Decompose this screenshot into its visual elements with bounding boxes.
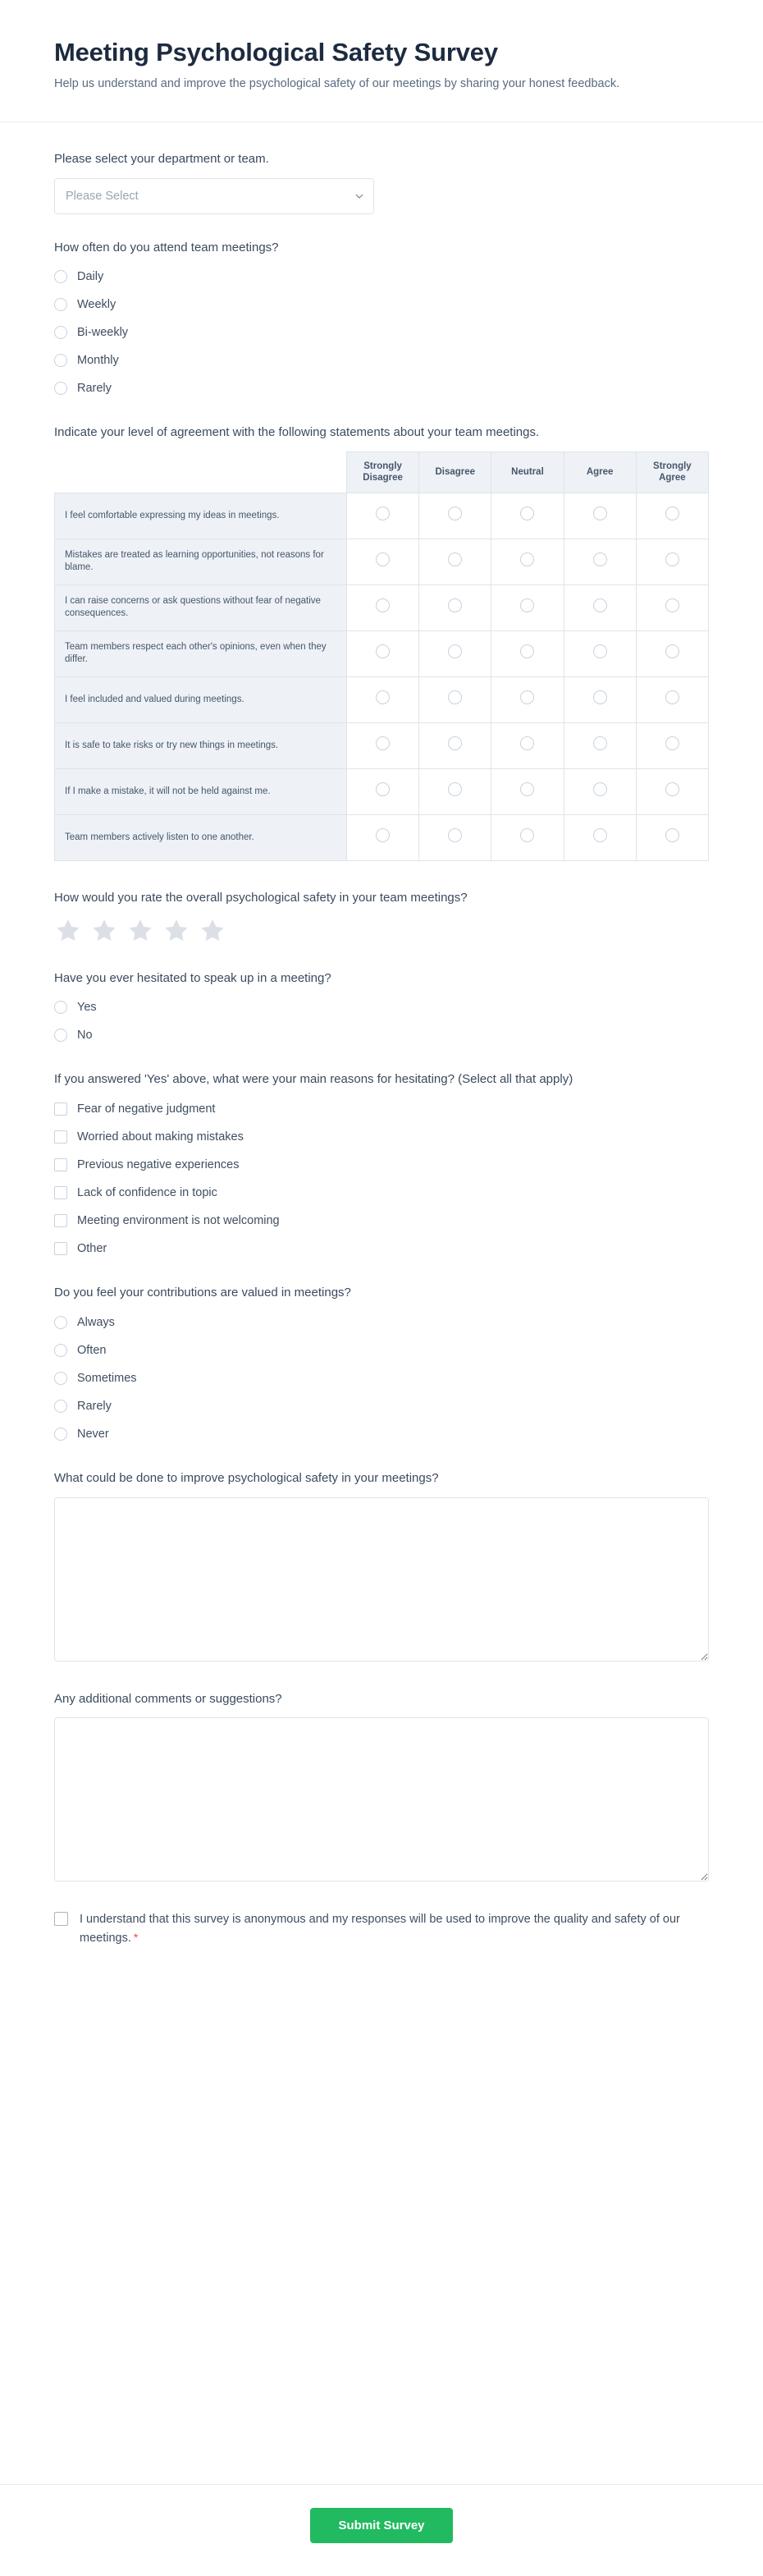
form-description: Help us understand and improve the psychological safety of our meetings by sharing your honest feedback.	[54, 77, 620, 90]
radio-icon[interactable]	[376, 736, 390, 750]
matrix-cell[interactable]	[564, 630, 636, 676]
checkbox-option[interactable]	[54, 1238, 709, 1259]
checkbox-icon[interactable]	[54, 1186, 67, 1199]
matrix-cell[interactable]	[347, 630, 419, 676]
matrix-cell[interactable]	[636, 722, 708, 768]
matrix-cell[interactable]	[419, 768, 491, 814]
department-select-wrapper	[54, 178, 374, 214]
radio-icon[interactable]	[593, 598, 607, 612]
table-row	[55, 722, 709, 768]
radio-icon[interactable]	[376, 552, 390, 566]
radio-label: Rarely	[77, 382, 112, 396]
reasons-options	[54, 1098, 709, 1259]
matrix-cell[interactable]	[636, 584, 708, 630]
star-icon[interactable]	[126, 917, 154, 945]
matrix-row-label: Team members actively listen to one another.	[55, 814, 347, 860]
matrix-cell[interactable]	[636, 676, 708, 722]
radio-label: Bi-weekly	[77, 326, 129, 340]
table-row	[55, 814, 709, 860]
hesitated-options	[54, 997, 709, 1046]
question-reasons-label: If you answered 'Yes' above, what were your main reasons for hesitating? (Select all that apply)	[54, 1072, 573, 1087]
consent-row[interactable]	[54, 1910, 702, 1947]
matrix-row-label: I can raise concerns or ask questions without fear of negative consequences.	[55, 584, 347, 630]
question-hesitated	[54, 969, 709, 1047]
radio-option[interactable]	[54, 266, 709, 287]
radio-label: Always	[77, 1315, 115, 1329]
matrix-row-label: If I make a mistake, it will not be held against me.	[55, 768, 347, 814]
matrix-cell[interactable]	[564, 722, 636, 768]
department-select[interactable]	[54, 178, 374, 214]
radio-label: Yes	[77, 1001, 97, 1015]
consent-checkbox-icon[interactable]	[54, 1912, 68, 1926]
radio-icon[interactable]	[593, 506, 607, 520]
star-rating[interactable]	[54, 917, 709, 945]
radio-icon[interactable]	[54, 326, 67, 339]
matrix-cell[interactable]	[419, 676, 491, 722]
radio-icon[interactable]	[665, 598, 679, 612]
star-icon[interactable]	[90, 917, 118, 945]
radio-icon[interactable]	[376, 828, 390, 842]
checkbox-label: Meeting environment is not welcoming	[77, 1214, 280, 1227]
checkbox-icon[interactable]	[54, 1130, 67, 1144]
radio-icon[interactable]	[593, 736, 607, 750]
matrix-cell[interactable]	[491, 630, 564, 676]
matrix-col-header: Strongly Agree	[636, 452, 708, 493]
radio-label: Monthly	[77, 354, 119, 368]
question-valued	[54, 1284, 709, 1445]
table-row	[55, 539, 709, 584]
radio-icon[interactable]	[376, 644, 390, 658]
question-rating-label: How would you rate the overall psychological safety in your team meetings?	[54, 890, 468, 905]
submit-button[interactable]: Submit Survey	[310, 2508, 452, 2543]
radio-option[interactable]	[54, 997, 709, 1018]
checkbox-option[interactable]	[54, 1154, 709, 1176]
radio-icon[interactable]	[376, 690, 390, 704]
radio-option[interactable]	[54, 1423, 709, 1445]
radio-icon[interactable]	[665, 828, 679, 842]
matrix-cell[interactable]	[419, 630, 491, 676]
radio-label: Never	[77, 1427, 109, 1441]
form-header	[0, 0, 763, 122]
radio-icon[interactable]	[665, 506, 679, 520]
checkbox-option[interactable]	[54, 1210, 709, 1231]
radio-label: Weekly	[77, 298, 117, 312]
matrix-cell[interactable]	[491, 539, 564, 584]
star-icon[interactable]	[199, 917, 226, 945]
radio-label: Sometimes	[77, 1371, 137, 1385]
radio-icon[interactable]	[520, 644, 534, 658]
radio-option[interactable]	[54, 322, 709, 343]
radio-label: No	[77, 1029, 93, 1043]
radio-icon[interactable]	[593, 690, 607, 704]
star-icon[interactable]	[54, 917, 82, 945]
radio-icon[interactable]	[54, 298, 67, 311]
radio-label: Rarely	[77, 1399, 112, 1413]
radio-icon[interactable]	[593, 782, 607, 796]
consent-text: I understand that this survey is anonymous and my responses will be used to improve the quality and safety of our meetings.	[80, 1913, 680, 1945]
question-improve-label: What could be done to improve psychological safety in your meetings?	[54, 1470, 439, 1485]
checkbox-icon[interactable]	[54, 1158, 67, 1171]
matrix-cell[interactable]	[491, 676, 564, 722]
matrix-row-label: Mistakes are treated as learning opportunities, not reasons for blame.	[55, 539, 347, 584]
question-matrix	[54, 424, 709, 861]
radio-icon[interactable]	[520, 598, 534, 612]
radio-icon[interactable]	[520, 782, 534, 796]
matrix-cell[interactable]	[347, 539, 419, 584]
checkbox-icon[interactable]	[54, 1214, 67, 1227]
radio-option[interactable]	[54, 1396, 709, 1417]
radio-icon[interactable]	[448, 644, 462, 658]
radio-icon[interactable]	[54, 270, 67, 283]
frequency-options	[54, 266, 709, 399]
radio-icon[interactable]	[665, 552, 679, 566]
matrix-col-header: Strongly Disagree	[347, 452, 419, 493]
radio-icon[interactable]	[593, 552, 607, 566]
radio-icon[interactable]	[520, 828, 534, 842]
matrix-cell[interactable]	[491, 584, 564, 630]
matrix-cell[interactable]	[564, 768, 636, 814]
question-reasons	[54, 1070, 709, 1259]
matrix-cell[interactable]	[636, 768, 708, 814]
radio-icon[interactable]	[593, 828, 607, 842]
matrix-row-label: I feel comfortable expressing my ideas in meetings.	[55, 493, 347, 539]
radio-option[interactable]	[54, 1340, 709, 1361]
radio-icon[interactable]	[448, 598, 462, 612]
matrix-cell[interactable]	[564, 814, 636, 860]
table-row	[55, 676, 709, 722]
question-rating	[54, 889, 709, 945]
improve-textarea[interactable]	[54, 1497, 709, 1662]
radio-icon[interactable]	[54, 382, 67, 395]
radio-icon[interactable]	[448, 782, 462, 796]
question-valued-label: Do you feel your contributions are valued in meetings?	[54, 1286, 351, 1299]
question-comments-label: Any additional comments or suggestions?	[54, 1691, 282, 1706]
matrix-table	[54, 451, 709, 861]
matrix-cell[interactable]	[636, 814, 708, 860]
radio-icon[interactable]	[376, 782, 390, 796]
table-row	[55, 768, 709, 814]
matrix-cell[interactable]	[347, 676, 419, 722]
matrix-cell[interactable]	[564, 676, 636, 722]
radio-option[interactable]	[54, 350, 709, 371]
matrix-cell[interactable]	[419, 539, 491, 584]
required-marker: *	[133, 1930, 139, 1944]
radio-icon[interactable]	[376, 598, 390, 612]
matrix-cell[interactable]	[636, 539, 708, 584]
radio-icon[interactable]	[54, 1372, 67, 1385]
matrix-cell[interactable]	[564, 584, 636, 630]
matrix-cell[interactable]	[564, 493, 636, 539]
matrix-header	[55, 452, 709, 493]
matrix-cell[interactable]	[347, 584, 419, 630]
matrix-cell[interactable]	[419, 814, 491, 860]
question-hesitated-label: Have you ever hesitated to speak up in a meeting?	[54, 970, 331, 985]
radio-icon[interactable]	[448, 828, 462, 842]
matrix-corner	[55, 452, 347, 493]
question-frequency-label: How often do you attend team meetings?	[54, 240, 279, 254]
table-row	[55, 584, 709, 630]
radio-icon[interactable]	[520, 552, 534, 566]
radio-icon[interactable]	[593, 644, 607, 658]
radio-icon[interactable]	[54, 1316, 67, 1329]
matrix-cell[interactable]	[347, 722, 419, 768]
radio-icon[interactable]	[448, 506, 462, 520]
form-footer	[0, 2484, 763, 2576]
matrix-cell[interactable]	[491, 493, 564, 539]
radio-icon[interactable]	[665, 782, 679, 796]
radio-label: Daily	[77, 270, 104, 284]
comments-textarea[interactable]	[54, 1717, 709, 1882]
radio-icon[interactable]	[448, 736, 462, 750]
checkbox-label: Worried about making mistakes	[77, 1130, 244, 1144]
checkbox-label: Previous negative experiences	[77, 1158, 240, 1171]
consent-label	[80, 1910, 702, 1947]
question-improve	[54, 1469, 709, 1666]
question-comments	[54, 1690, 709, 1886]
radio-icon[interactable]	[376, 506, 390, 520]
radio-icon[interactable]	[54, 1400, 67, 1413]
matrix-row-label: Team members respect each other's opinions, even when they differ.	[55, 630, 347, 676]
matrix-cell[interactable]	[347, 814, 419, 860]
page-title: Meeting Psychological Safety Survey	[54, 38, 498, 66]
radio-icon[interactable]	[54, 1344, 67, 1357]
checkbox-option[interactable]	[54, 1182, 709, 1203]
question-frequency	[54, 239, 709, 400]
matrix-cell[interactable]	[347, 768, 419, 814]
table-row	[55, 493, 709, 539]
matrix-cell[interactable]	[636, 630, 708, 676]
question-matrix-label: Indicate your level of agreement with the following statements about your team meetings.	[54, 425, 540, 440]
radio-icon[interactable]	[520, 506, 534, 520]
radio-option[interactable]	[54, 1024, 709, 1046]
matrix-cell[interactable]	[419, 722, 491, 768]
star-icon[interactable]	[162, 917, 190, 945]
radio-icon[interactable]	[665, 690, 679, 704]
radio-option[interactable]	[54, 378, 709, 399]
valued-options	[54, 1312, 709, 1445]
radio-option[interactable]	[54, 294, 709, 315]
matrix-cell[interactable]	[491, 722, 564, 768]
checkbox-label: Other	[77, 1242, 107, 1255]
checkbox-option[interactable]	[54, 1126, 709, 1148]
matrix-col-header: Neutral	[491, 452, 564, 493]
radio-option[interactable]	[54, 1368, 709, 1389]
checkbox-option[interactable]	[54, 1098, 709, 1120]
matrix-row-label: It is safe to take risks or try new things in meetings.	[55, 722, 347, 768]
matrix-col-header: Agree	[564, 452, 636, 493]
matrix-row-label: I feel included and valued during meetings.	[55, 676, 347, 722]
radio-icon[interactable]	[520, 736, 534, 750]
matrix-cell[interactable]	[419, 493, 491, 539]
question-department	[54, 150, 709, 214]
radio-icon[interactable]	[54, 1428, 67, 1441]
matrix-col-header: Disagree	[419, 452, 491, 493]
matrix-cell[interactable]	[491, 814, 564, 860]
checkbox-icon[interactable]	[54, 1242, 67, 1255]
radio-label: Often	[77, 1343, 107, 1357]
matrix-cell[interactable]	[564, 539, 636, 584]
radio-icon[interactable]	[665, 736, 679, 750]
radio-icon[interactable]	[54, 354, 67, 367]
radio-icon[interactable]	[54, 1029, 67, 1042]
radio-icon[interactable]	[520, 690, 534, 704]
matrix-header-row	[55, 452, 709, 493]
radio-icon[interactable]	[448, 690, 462, 704]
form-body	[0, 122, 763, 2469]
matrix-cell[interactable]	[491, 768, 564, 814]
radio-option[interactable]	[54, 1312, 709, 1333]
radio-icon[interactable]	[448, 552, 462, 566]
radio-icon[interactable]	[54, 1001, 67, 1014]
checkbox-icon[interactable]	[54, 1102, 67, 1116]
radio-icon[interactable]	[665, 644, 679, 658]
matrix-body	[55, 493, 709, 860]
question-department-label: Please select your department or team.	[54, 151, 269, 166]
table-row	[55, 630, 709, 676]
checkbox-label: Fear of negative judgment	[77, 1102, 216, 1116]
checkbox-label: Lack of confidence in topic	[77, 1186, 217, 1199]
matrix-cell[interactable]	[347, 493, 419, 539]
matrix-cell[interactable]	[419, 584, 491, 630]
matrix-cell[interactable]	[636, 493, 708, 539]
